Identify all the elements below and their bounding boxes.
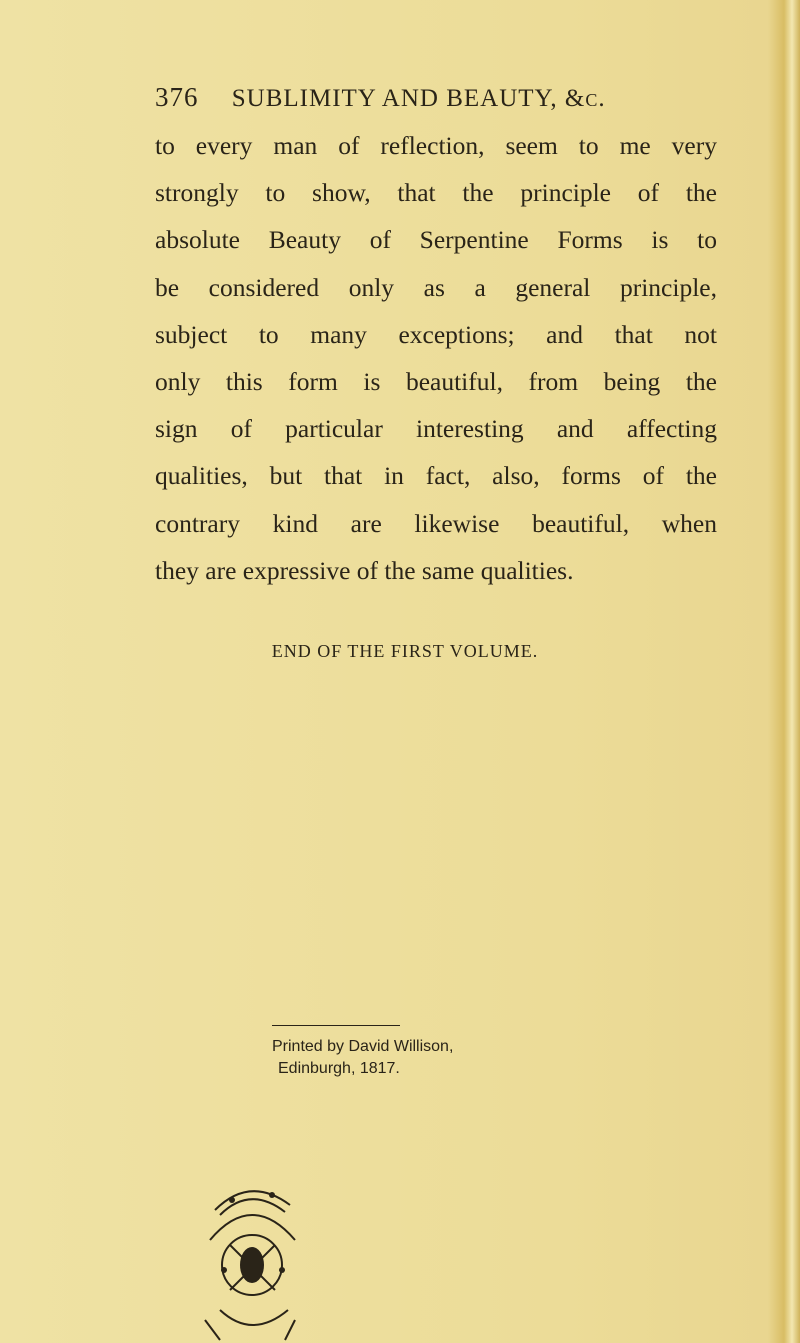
page-number: 376 bbox=[155, 82, 199, 112]
text-line: qualities, but that in fact, also, forms of the bbox=[155, 461, 717, 491]
text-line: only this form is beautiful, from being the bbox=[155, 367, 717, 397]
running-header bbox=[155, 82, 715, 113]
text-line: subject to many exceptions; and that not bbox=[155, 319, 717, 349]
text-line: be considered only as a general principle, bbox=[155, 272, 717, 302]
text-line: contrary kind are likewise beautiful, when bbox=[155, 508, 717, 538]
imprint-line: Printed by David Willison, bbox=[272, 1038, 454, 1055]
text-line: they are expressive of the same qualities. bbox=[155, 555, 574, 585]
text-line: sign of particular interesting and affecting bbox=[155, 414, 717, 444]
end-of-volume-note bbox=[0, 641, 800, 662]
printer-imprint bbox=[272, 1036, 453, 1080]
imprint-line: Edinburgh, 1817. bbox=[278, 1060, 400, 1077]
body-text bbox=[155, 122, 717, 594]
end-note-text: END OF THE FIRST VOLUME. bbox=[271, 641, 539, 661]
text-line: to every man of reflection, seem to me very bbox=[155, 131, 717, 160]
text-line: absolute Beauty of Serpentine Forms is to bbox=[155, 225, 717, 255]
text-line: strongly to show, that the principle of the bbox=[155, 178, 717, 208]
divider-rule bbox=[272, 1025, 400, 1026]
printer-ornament-icon bbox=[200, 1170, 305, 1343]
running-title: SUBLIMITY AND BEAUTY, &c. bbox=[231, 85, 606, 112]
